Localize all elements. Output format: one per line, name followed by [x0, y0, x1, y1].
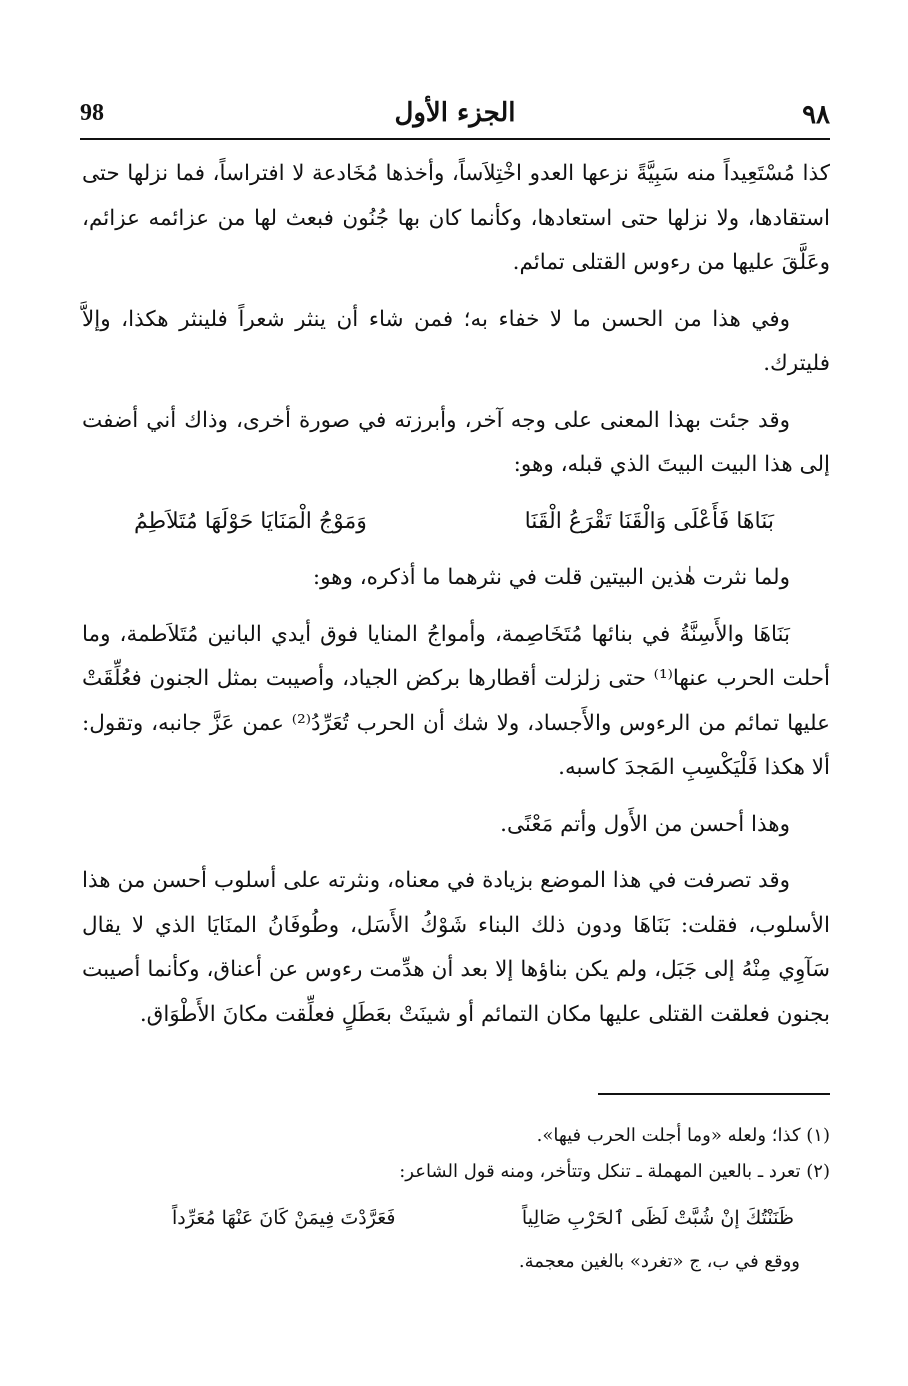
verse-second-hemistich: وَمَوْجُ الْمَنَايَا حَوْلَهَا مُتَلاَطِمُ: [134, 508, 367, 534]
page-number-arabic: ٩٨: [802, 100, 830, 130]
footnote-verse-first: ظَنَنْتُكَ إنْ شُبَّتْ لَظَى ٱلحَرْبِ صَالِياً: [521, 1207, 794, 1229]
footnote-verse-second: فَعَرَّدْتَ فِيمَنْ كَانَ عَنْهَا مُعَرِّداً: [172, 1207, 396, 1229]
page-header: [80, 98, 830, 140]
paragraph-7: وقد تصرفت في هذا الموضع بزيادة في معناه، ونثرته على أسلوب أحسن من هذا الأسلوب، فقلت: بَنَاهَا ودون ذلك البناء شَوْكُ الأَسَل، وطُوفَانُ المنَايَا الذي لا يقال سَآوِي مِنْهُ إلى جَبَل، ولم يكن بناؤها إلا بعد أن هدِّمت رءوس عن أعناق، وكأنما أصيبت بجنون فعلقت القتلى عليها مكان التمائم أو شينَتْ بعَطَلٍ فعلِّقت مكانَ الأَطْوَاق.: [82, 868, 830, 1027]
running-title: الجزء الأول: [394, 98, 516, 128]
paragraph-2: وفي هذا من الحسن ما لا خفاء به؛ فمن شاء أن ينثر شعراً فلينثر هكذا، وإلاَّ فليترك.: [82, 306, 830, 376]
paragraph-5: بَنَاهَا والأَسِنَّةُ في بنائها مُتَخَاصِمة، وأمواجُ المنايا فوق أيدي البانين مُتَلاَطمة، وما أحلت الحرب عنها⁽¹⁾ حتى زلزلت أقطارها بركض الجياد، وأصيبت بمثل الجنون فعُلِّقَتْ عليها تمائم من الرءوس والأَجساد، ولا شك أن الحرب تُعَرِّدُ⁽²⁾ عمن عَزَّ جانبه، وتقول: ألا هكذا فَلْيَكْسِبِ المَجدَ كاسبه.: [82, 621, 830, 780]
paragraph-4: ولما نثرت هٰذين البيتين قلت في نثرهما ما أذكره، وهو:: [312, 565, 790, 590]
footnote-2-continuation: ووقع في ب، ج «تغرد» بالغين معجمة.: [518, 1251, 800, 1272]
footnote-1: (١) كذا؛ ولعله «وما أجلت الحرب فيها».: [536, 1125, 830, 1146]
verse-first-hemistich: بَنَاهَا فَأَعْلَى وَالْقَنَا تَقْرَعُ الْقَنَا: [524, 508, 774, 534]
verse-line: [82, 500, 830, 545]
footnote-rule: [598, 1093, 830, 1095]
paragraph-3: وقد جئت بهذا المعنى على وجه آخر، وأبرزته في صورة أخرى، وذاك أني أضفت إلى هذا البيت البيتَ الذي قبله، وهو:: [82, 407, 830, 477]
footnote-verse: [82, 1190, 830, 1244]
paragraph-1: كذا مُسْتَعِيداً منه سَبِيَّةً نزعها العدو اخْتِلاَساً، وأخذها مُخَادعة لا افتراساً، فما نزلها حتى استقادها، ولا نزلها حتى استعادها، وكأنما كان بها جُنُون فبعث لها من عزائمه عزائم، وعَلَّقَ عليها من رءوس القتلى تمائم.: [82, 161, 830, 275]
footnote-2: (٢) تعرد ـ بالعين المهملة ـ تنكل وتتأخر، ومنه قول الشاعر:: [399, 1161, 830, 1182]
paragraph-6: وهذا أحسن من الأَول وأتم مَعْنًى.: [500, 811, 790, 837]
main-text: [82, 152, 830, 1049]
header-rule: [80, 138, 830, 140]
footnotes: [82, 1118, 830, 1280]
page-number-latin: 98: [80, 100, 104, 126]
